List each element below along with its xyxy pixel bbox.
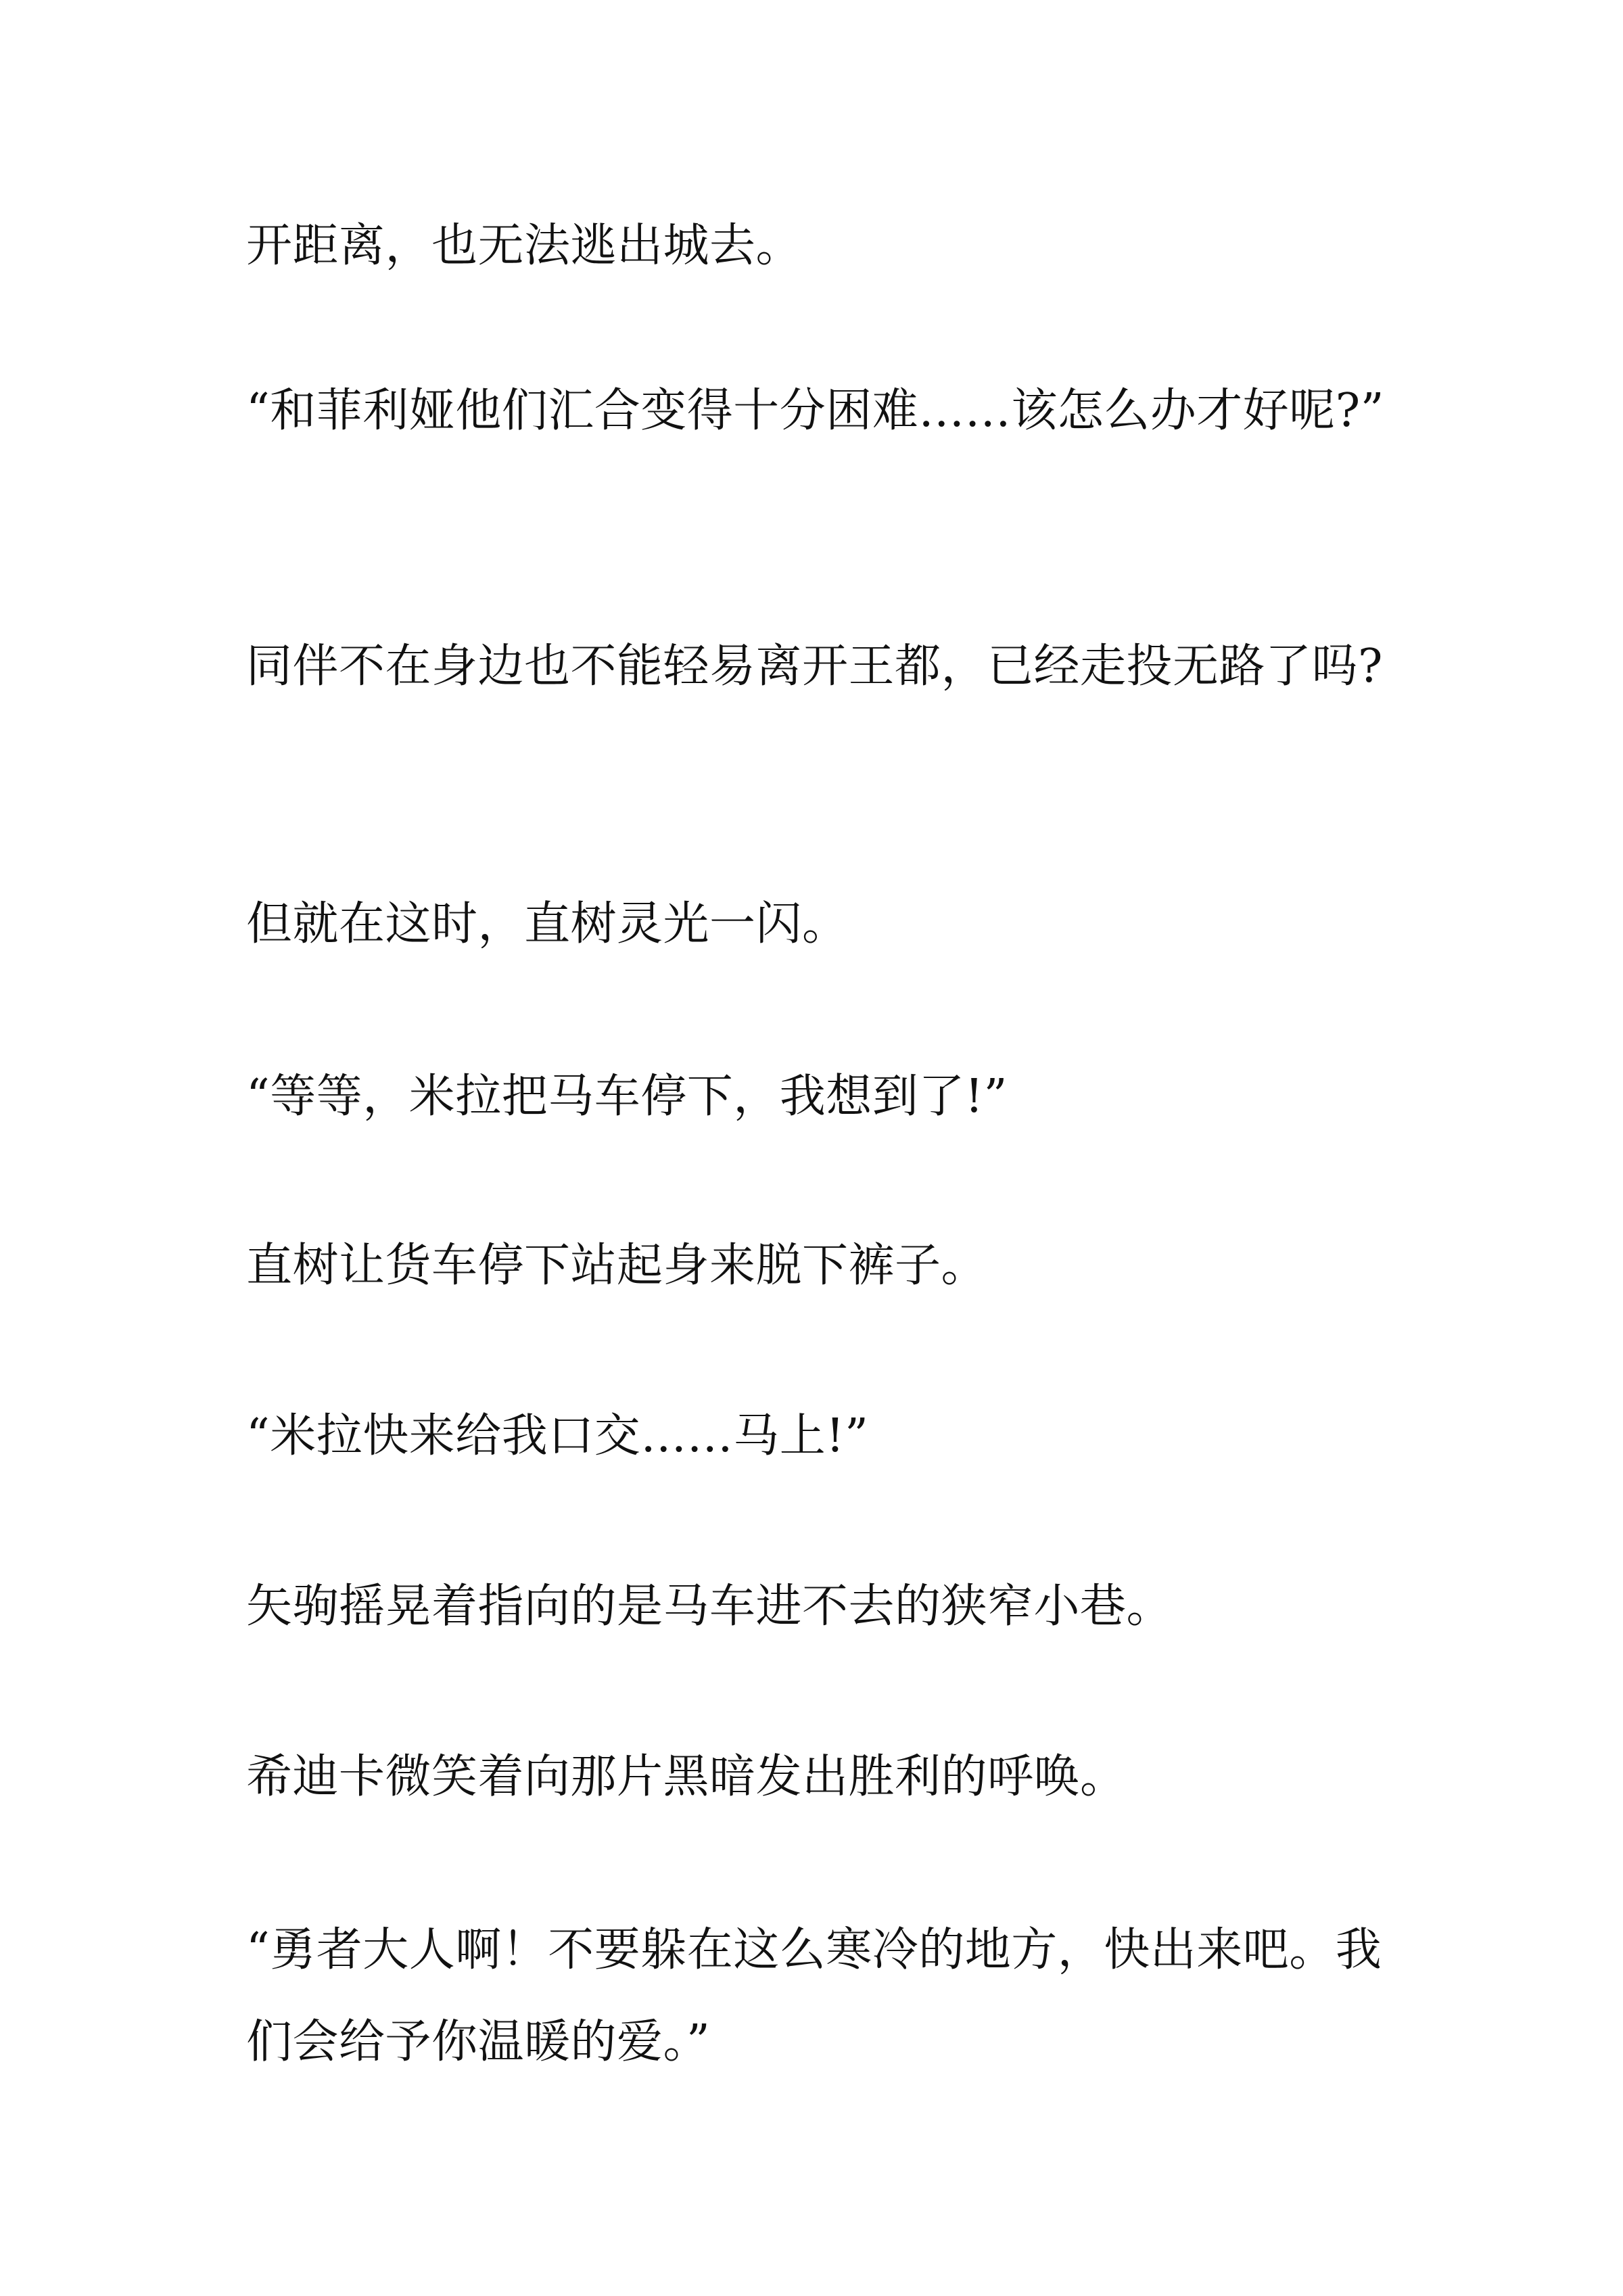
paragraph: “等等，米拉把马车停下，我想到了!”: [246, 1070, 1008, 1123]
paragraph: “米拉快来给我口交……马上!”: [246, 1409, 869, 1463]
paragraph: 但就在这时，直树灵光一闪。: [246, 897, 849, 951]
paragraph: 开距离，也无法逃出城去。: [246, 219, 803, 273]
paragraph: 同伴不在身边也不能轻易离开王都，已经走投无路了吗?: [246, 640, 1383, 693]
paragraph: 矢驹摇晃着指向的是马车进不去的狭窄小巷。: [246, 1580, 1173, 1633]
paragraph: 希迪卡微笑着向那片黑暗发出胜利的呼唤。: [246, 1750, 1127, 1804]
paragraph: 直树让货车停下站起身来脱下裤子。: [246, 1239, 988, 1292]
paragraph: “和菲利娅他们汇合变得十分困难……该怎么办才好呢?”: [246, 384, 1384, 438]
paragraph: “勇者大人啊！不要躲在这么寒冷的地方，快出来吧。我们会给予你温暖的爱。”: [246, 1923, 1382, 2069]
